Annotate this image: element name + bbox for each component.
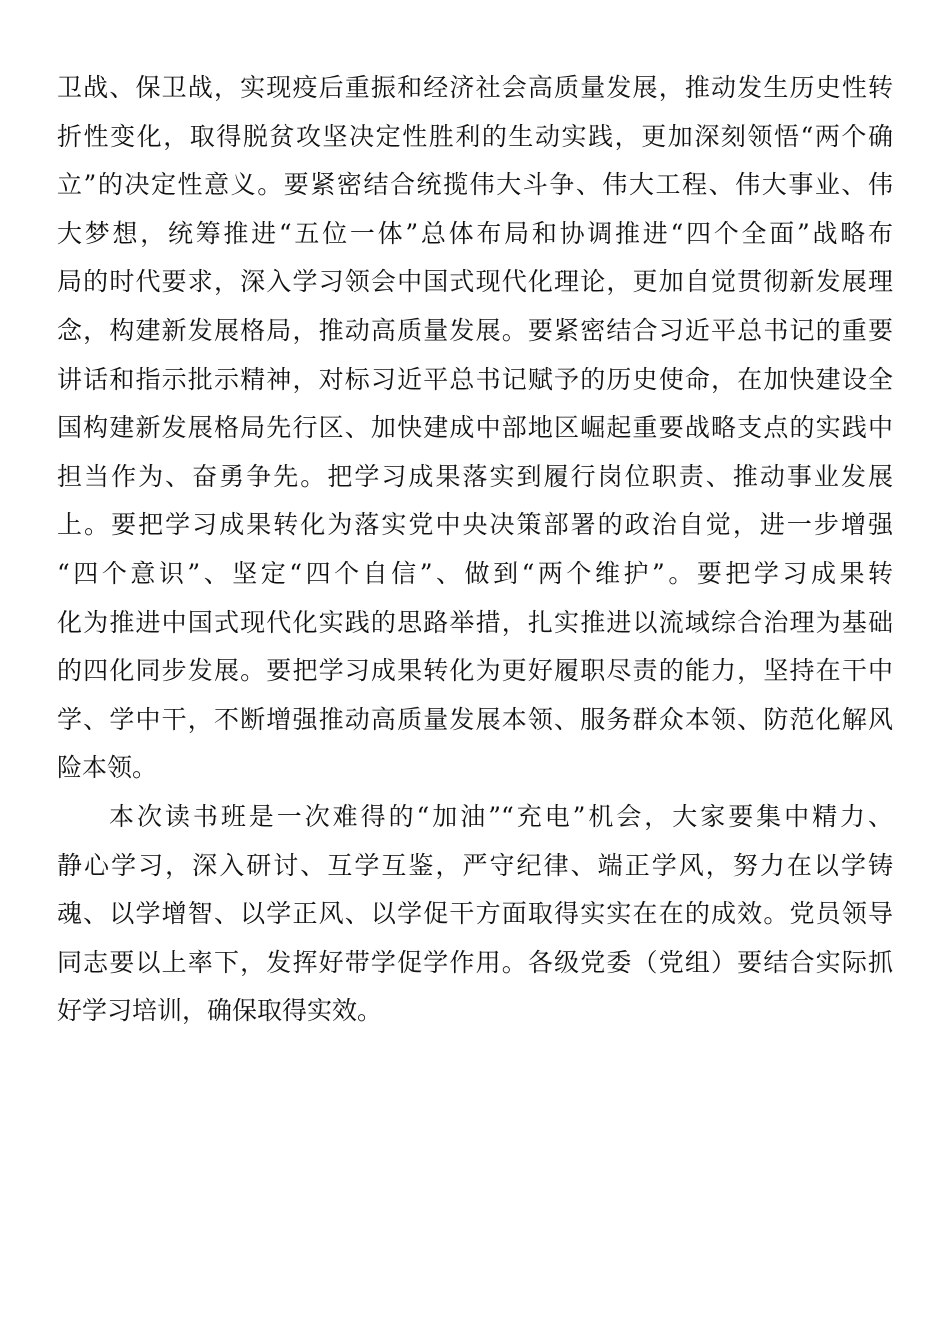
text-line: 学、学中干，不断增强推动高质量发展本领、服务群众本领、防范化解风 bbox=[57, 704, 893, 734]
text-line: 的四化同步发展。要把学习成果转化为更好履职尽责的能力，坚持在干中 bbox=[57, 656, 893, 686]
document-page bbox=[57, 68, 893, 1040]
text-line: 上。要把学习成果转化为落实党中央决策部署的政治自觉，进一步增强 bbox=[57, 510, 893, 540]
text-line: “四个意识”、坚定“四个自信”、做到“两个维护”。要把学习成果转 bbox=[57, 558, 893, 588]
text-line: 好学习培训，确保取得实效。 bbox=[57, 996, 383, 1026]
text-line: 国构建新发展格局先行区、加快建成中部地区崛起重要战略支点的实践中 bbox=[57, 413, 893, 443]
paragraph-2 bbox=[57, 797, 893, 1040]
text-line: 魂、以学增智、以学正风、以学促干方面取得实实在在的成效。党员领导 bbox=[57, 899, 893, 929]
text-line: 险本领。 bbox=[57, 753, 158, 783]
text-line: 同志要以上率下，发挥好带学促学作用。各级党委（党组）要结合实际抓 bbox=[57, 947, 893, 977]
text-line: 静心学习，深入研讨、互学互鉴，严守纪律、端正学风，努力在以学铸 bbox=[57, 850, 893, 880]
text-line: 大梦想，统筹推进“五位一体”总体布局和协调推进“四个全面”战略布 bbox=[57, 218, 893, 248]
text-line: 局的时代要求，深入学习领会中国式现代化理论，更加自觉贯彻新发展理 bbox=[57, 267, 893, 297]
text-line: 本次读书班是一次难得的“加油”“充电”机会，大家要集中精力、 bbox=[109, 801, 893, 831]
text-line: 讲话和指示批示精神，对标习近平总书记赋予的历史使命，在加快建设全 bbox=[57, 364, 893, 394]
text-line: 折性变化，取得脱贫攻坚决定性胜利的生动实践，更加深刻领悟“两个确 bbox=[57, 121, 893, 151]
paragraph-1 bbox=[57, 68, 893, 797]
text-line: 立”的决定性意义。要紧密结合统揽伟大斗争、伟大工程、伟大事业、伟 bbox=[57, 170, 893, 200]
text-line: 卫战、保卫战，实现疫后重振和经济社会高质量发展，推动发生历史性转 bbox=[57, 73, 893, 102]
text-line: 化为推进中国式现代化实践的思路举措，扎实推进以流域综合治理为基础 bbox=[57, 607, 893, 637]
text-line: 念，构建新发展格局，推动高质量发展。要紧密结合习近平总书记的重要 bbox=[57, 315, 893, 345]
text-line: 担当作为、奋勇争先。把学习成果落实到履行岗位职责、推动事业发展 bbox=[57, 461, 893, 491]
